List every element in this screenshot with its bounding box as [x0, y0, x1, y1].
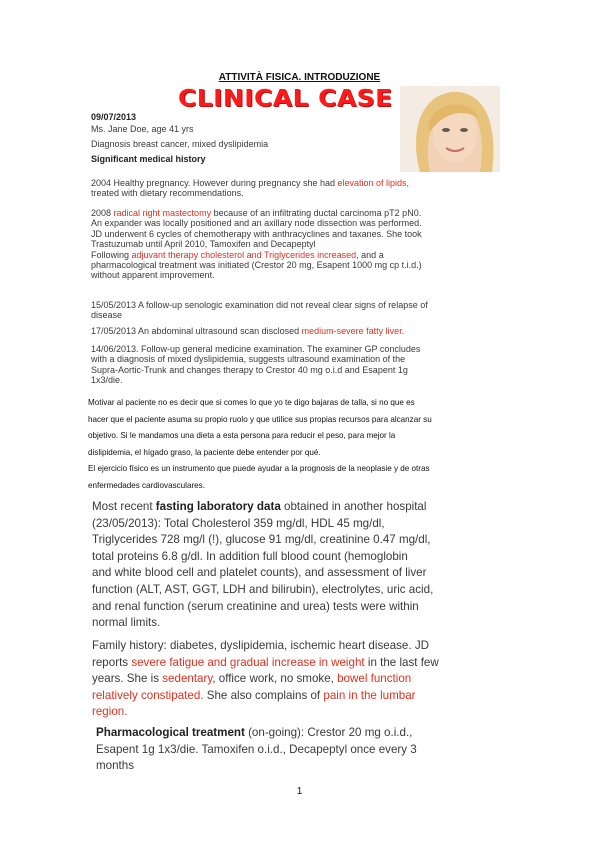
case-date: 09/07/2013 — [91, 112, 137, 122]
spanish-paragraph-1: Motivar al paciente no es decir que si comes lo que yo te digo bajaras de talla, si no que es hacer que el paciente asuma su propio ruolo y que utilice sus propias recursos para alcanzar su objetivo. Si le mandamos una dieta a esta persona para reducir el peso, para mejor la dislipidemia, el hígado graso, la paciente debe entender por qué. — [88, 398, 432, 457]
case-14-06-2013: 14/06/2013. Follow-up general medicine examination. The examiner GP concludes with a diagnosis of mixed dyslipidemia, suggests ultrasound examination of the Supra-Aortic-Trunk and changes therapy to Crestor 40 mg o.i.d and Esapent 1g 1x3/die. — [91, 344, 421, 386]
spanish-paragraph-2: El ejercicio físico es un instrumento que puede ayudar a la prognosis de la neoplasie y de otras enfermedades cardiovasculares. — [88, 464, 430, 490]
case-2004: 2004 Healthy pregnancy. However during pregnancy she had elevation of lipids, treated with dietary recommendations. — [91, 178, 410, 199]
case-history-heading: Significant medical history — [91, 154, 206, 164]
case-17-05-2013: 17/05/2013 An abdominal ultrasound scan disclosed medium-severe fatty liver. — [91, 326, 405, 336]
pharmacological-treatment-paragraph: Pharmacological treatment (on-going): Crestor 20 mg o.i.d., Esapent 1g 1x3/die. Tamoxifen o.i.d., Decapeptyl once every 3 months — [96, 726, 417, 773]
page-number: 1 — [296, 786, 303, 797]
lab-data-paragraph: Most recent fasting laboratory data obtained in another hospital (23/05/2013): Total Cholesterol 359 mg/dl, HDL 45 mg/dl, Triglycerides 728 mg/l (!), glucose 91 mg/dl, creatinine 0.47 mg/dl, total proteins 6.8 g/dl. In addition full blood count (hemoglobin and white blood cell and platelet counts), and assessment of liver function (ALT, AST, GGT, LDH and bilirubin), electrolytes, uric acid, and renal function (serum creatinine and urea) tests were within normal limits. — [92, 500, 434, 630]
family-history-paragraph: Family history: diabetes, dyslipidemia, ischemic heart disease. JD reports severe fatigue and gradual increase in weight in the last few years. She is sedentary, office work, no smoke, bowel function relatively constipated. She also complains of pain in the lumbar region. — [92, 639, 439, 719]
clinical-case-title: CLINICAL CASE — [178, 86, 393, 112]
case-15-05-2013: 15/05/2013 A follow-up senologic examination did not reveal clear signs of relapse of disease — [91, 300, 428, 321]
patient-photo — [400, 86, 500, 172]
case-diagnosis: Diagnosis breast cancer, mixed dyslipidemia — [91, 139, 269, 149]
page-heading: ATTIVITÀ FISICA. INTRODUZIONE — [218, 72, 381, 83]
case-2008: 2008 radical right mastectomy because of an infiltrating ductal carcinoma pT2 pN0. An expander was locally positioned and an axillary node dissection was performed. JD underwent 6 cycles of chemotherapy with anthracyclines and taxanes. She took Trastuzumab until April 2010, Tamoxifen and Decapeptyl Following adjuvant therapy cholesterol and Triglycerides increased, and a pharmacological treatment was initiated (Crestor 20 mg, Esapent 1000 mg cp t.i.d.) without apparent improvement. — [91, 208, 422, 281]
case-patient: Ms. Jane Doe, age 41 yrs — [91, 124, 194, 134]
